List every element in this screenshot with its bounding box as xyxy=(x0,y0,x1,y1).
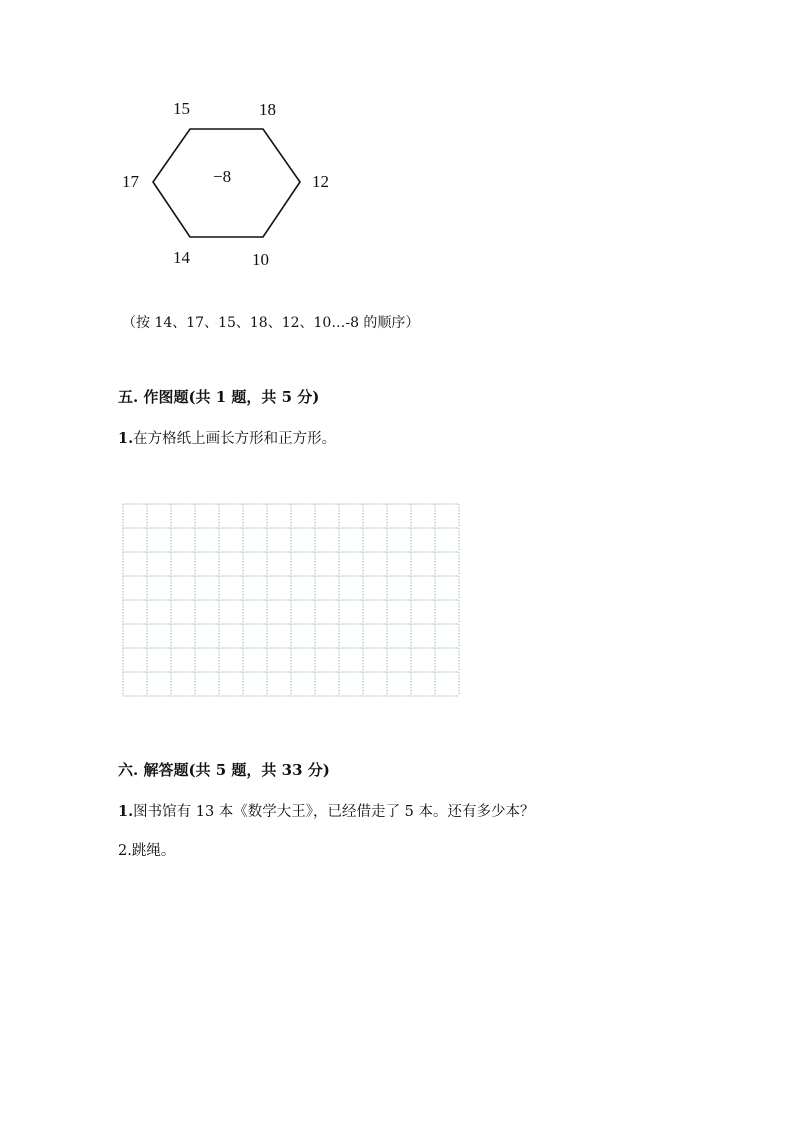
question-number: 1. xyxy=(118,803,134,820)
section-6-question-2 xyxy=(118,839,175,860)
question-text: 图书馆有 13 本《数学大王》，已经借走了 5 本。还有多少本？ xyxy=(133,804,535,820)
hexagon-label-bottom-left: 14 xyxy=(173,248,190,267)
section-6-question-1 xyxy=(118,800,535,821)
hexagon-label-right: 12 xyxy=(312,172,329,191)
question-number: 2. xyxy=(118,843,132,859)
question-text: 在方格纸上画长方形和正方形。 xyxy=(133,431,337,447)
section-5-question-1 xyxy=(118,427,336,448)
grid-paper[interactable] xyxy=(122,503,464,699)
question-text: 跳绳。 xyxy=(131,843,176,859)
hexagon-label-top-right: 18 xyxy=(259,100,276,119)
hexagon-label-center: −8 xyxy=(213,167,232,186)
section-5-title: 五. 作图题(共 1 题，共 5 分) xyxy=(118,388,320,406)
hexagon-figure xyxy=(0,0,794,300)
hexagon-label-top-left: 15 xyxy=(173,99,190,118)
order-note: （按 14、17、15、18、12、10…-8 的顺序） xyxy=(122,315,420,331)
hexagon-label-bottom-right: 10 xyxy=(252,250,269,269)
hexagon-label-left: 17 xyxy=(122,172,139,191)
section-6-title: 六. 解答题(共 5 题，共 33 分) xyxy=(118,761,330,779)
question-number: 1. xyxy=(118,430,134,447)
